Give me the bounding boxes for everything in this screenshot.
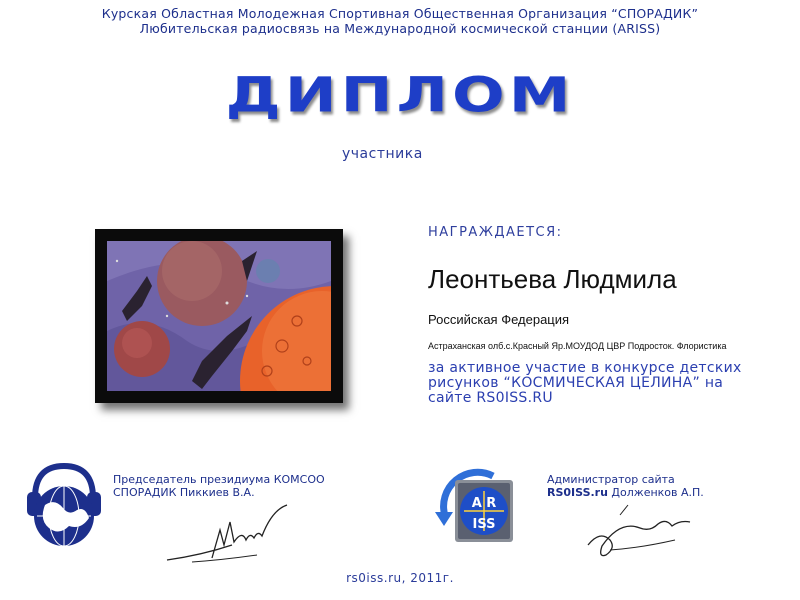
signature-scribble-icon [580,500,700,565]
footer-site-year: rs0iss.ru, 2011г. [346,571,454,585]
diploma-title: ДИПЛОМ [225,66,575,123]
award-reason: за активное участие в конкурсе детских рисунков “КОСМИЧЕСКАЯ ЦЕЛИНА” на сайте RS0ISS.RU [428,360,742,406]
recipient-country: Российская Федерация [428,312,570,327]
chairman-line-2: СПОРАДИК Пиккиев В.А. [113,486,255,499]
admin-signature [580,500,700,569]
admin-name: Долженков А.П. [607,486,704,499]
awarded-label: НАГРАЖДАЕТСЯ: [428,225,563,240]
ariss-logo [433,466,523,554]
ariss-text-bottom: ISS [472,517,496,532]
org-line-1: Курская Областная Молодежная Спортивная Общественная Организация “СПОРАДИК” [101,6,699,21]
ariss-text-top: A R [471,496,497,511]
admin-line-2 [547,486,704,499]
space-drawing-image [107,241,331,391]
recipient-name: Леонтьева Людмила [428,264,677,294]
diploma-subtitle: участника [342,146,423,162]
chairman-caption [113,473,325,499]
admin-site: RS0ISS.ru [547,486,608,499]
organization-header [0,6,800,36]
recipient-details: Астраханская олб.с.Красный Яр.МОУДОД ЦВР Подросток. Флористика [428,341,727,351]
chairman-line-1: Председатель президиума КОМСОО [113,473,325,486]
artwork-frame [95,229,343,403]
admin-line-1: Администратор сайта [547,473,675,486]
signature-scribble-icon [162,500,302,570]
chairman-signature [162,500,302,574]
org-line-2: Любительская радиосвязь на Международной космической станции (ARISS) [139,21,661,36]
ariss-emblem-icon [433,466,523,550]
sporadic-globe-logo [25,460,103,556]
admin-caption [547,473,704,499]
globe-headphones-icon [25,460,103,552]
